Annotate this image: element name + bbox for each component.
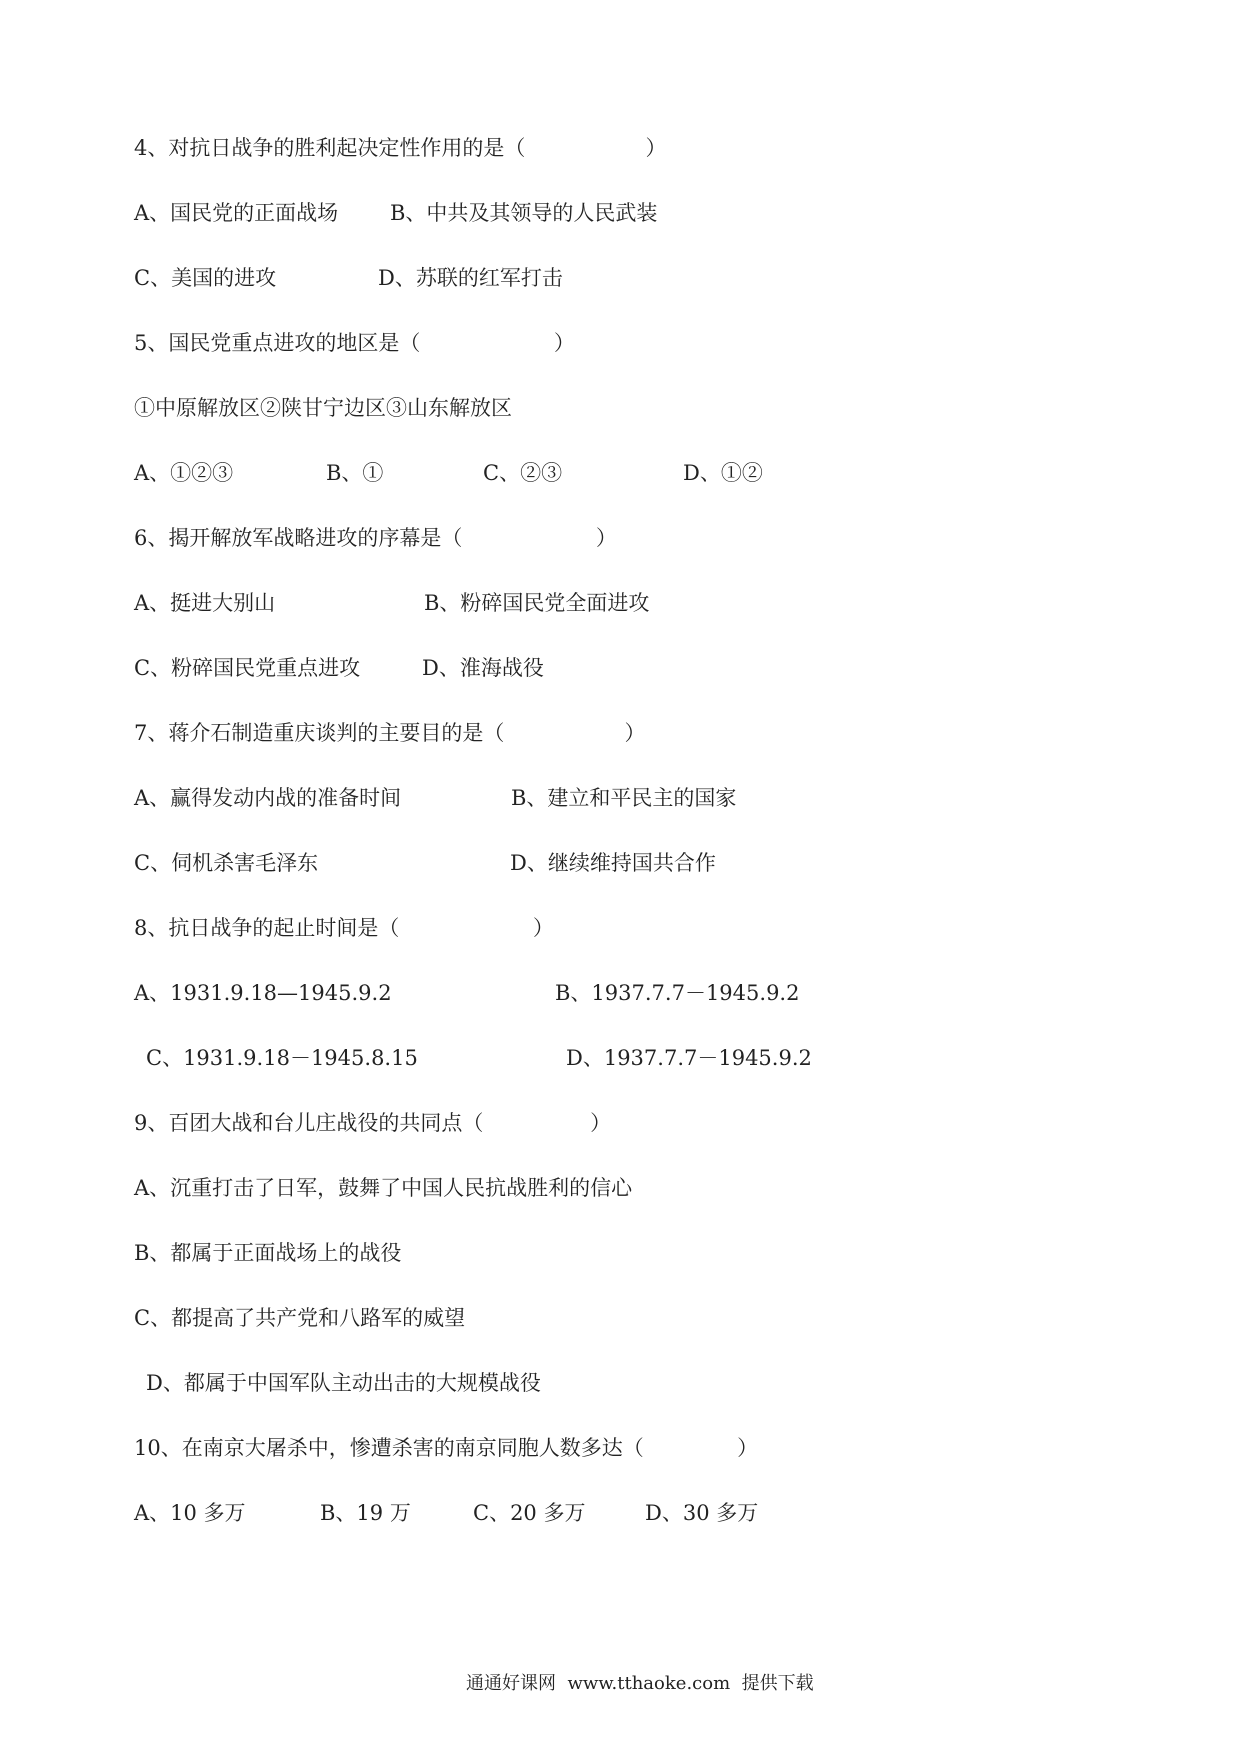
option-a: A、①②③ <box>134 461 234 485</box>
question-8-options-row-2 <box>0 1043 812 1073</box>
question-7-stem <box>0 718 646 748</box>
item-list: ①中原解放区②陕甘宁边区③山东解放区 <box>134 396 512 420</box>
question-stem-text: 4、对抗日战争的胜利起决定性作用的是（ ） <box>134 136 667 160</box>
option-d: D、①② <box>683 461 763 485</box>
question-9-option-c <box>0 1303 466 1333</box>
question-4-stem <box>0 133 667 163</box>
question-9-option-a <box>0 1173 633 1203</box>
option-b: B、建立和平民主的国家 <box>511 786 737 810</box>
question-6-stem <box>0 523 617 553</box>
question-6-options-row-2 <box>0 653 544 683</box>
option-c: C、②③ <box>483 461 563 485</box>
option-d: D、苏联的红军打击 <box>378 266 563 290</box>
question-stem-text: 6、揭开解放军战略进攻的序幕是（ ） <box>134 526 617 550</box>
option-b: B、中共及其领导的人民武装 <box>390 201 658 225</box>
option-c: C、粉碎国民党重点进攻 <box>134 656 361 680</box>
question-4-options-row-1 <box>0 198 658 228</box>
option-d: D、淮海战役 <box>422 656 544 680</box>
question-6-options-row-1 <box>0 588 650 618</box>
question-stem-text: 8、抗日战争的起止时间是（ ） <box>134 916 554 940</box>
question-4-options-row-2 <box>0 263 563 293</box>
option-a: A、10 多万 <box>134 1501 246 1525</box>
question-stem-text: 10、在南京大屠杀中，惨遭杀害的南京同胞人数多达（ ） <box>134 1436 759 1460</box>
option-c: C、都提高了共产党和八路军的威望 <box>134 1306 466 1330</box>
option-b: B、19 万 <box>320 1501 411 1525</box>
option-a: A、沉重打击了日军，鼓舞了中国人民抗战胜利的信心 <box>134 1176 633 1200</box>
option-c: C、美国的进攻 <box>134 266 277 290</box>
question-8-stem <box>0 913 554 943</box>
question-8-options-row-1 <box>0 978 800 1008</box>
option-b: B、都属于正面战场上的战役 <box>134 1241 402 1265</box>
option-d: D、30 多万 <box>645 1501 759 1525</box>
option-d: D、继续维持国共合作 <box>510 851 716 875</box>
question-stem-text: 7、蒋介石制造重庆谈判的主要目的是（ ） <box>134 721 646 745</box>
question-7-options-row-1 <box>0 783 737 813</box>
question-9-option-d <box>0 1368 541 1398</box>
question-5-options-row <box>0 458 763 488</box>
option-b: B、① <box>326 461 384 485</box>
option-c: C、伺机杀害毛泽东 <box>134 851 319 875</box>
option-c: C、20 多万 <box>473 1501 586 1525</box>
option-d: D、1937.7.7－1945.9.2 <box>566 1046 812 1070</box>
option-a: A、国民党的正面战场 <box>134 201 339 225</box>
option-a: A、赢得发动内战的准备时间 <box>134 786 402 810</box>
question-stem-text: 5、国民党重点进攻的地区是（ ） <box>134 331 575 355</box>
option-b: B、粉碎国民党全面进攻 <box>424 591 650 615</box>
page-footer: 通通好课网 www.tthaoke.com 提供下载 <box>466 1673 814 1694</box>
question-9-option-b <box>0 1238 402 1268</box>
question-5-stem <box>0 328 575 358</box>
option-c: C、1931.9.18－1945.8.15 <box>146 1046 418 1070</box>
question-stem-text: 9、百团大战和台儿庄战役的共同点（ ） <box>134 1111 612 1135</box>
question-10-stem <box>0 1433 759 1463</box>
option-b: B、1937.7.7－1945.9.2 <box>555 981 800 1005</box>
question-7-options-row-2 <box>0 848 716 878</box>
option-a: A、挺进大别山 <box>134 591 276 615</box>
option-d: D、都属于中国军队主动出击的大规模战役 <box>146 1371 541 1395</box>
question-5-items <box>0 393 512 423</box>
question-9-stem <box>0 1108 612 1138</box>
option-a: A、1931.9.18—1945.9.2 <box>134 981 392 1005</box>
question-10-options-row <box>0 1498 759 1528</box>
